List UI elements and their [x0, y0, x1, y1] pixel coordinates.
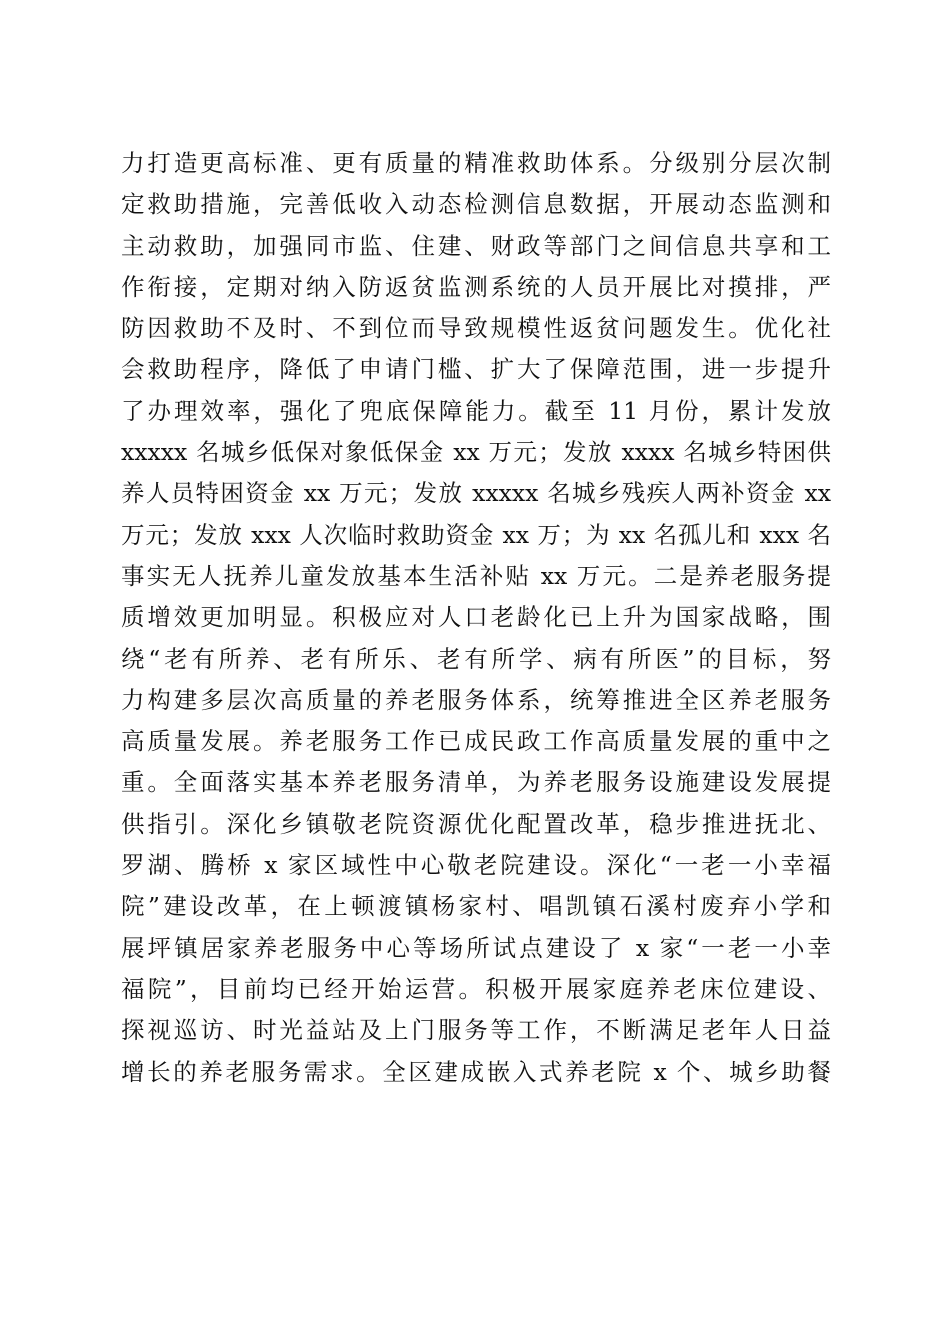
text-line: 质增效更加明显。积极应对人口老龄化已上升为国家战略，围 — [121, 603, 831, 632]
text-line: 防因救助不及时、不到位而导致规模性返贫问题发生。优化社 — [121, 314, 831, 343]
text-line: 罗湖、腾桥 x 家区域性中心敬老院建设。深化“一老一小幸福 — [121, 851, 831, 880]
text-line: 力打造更高标准、更有质量的精准救助体系。分级别分层次制 — [121, 149, 831, 177]
text-line: 供指引。深化乡镇敬老院资源优化配置改革，稳步推进抚北、 — [121, 809, 831, 838]
text-line: 会救助程序，降低了申请门槛、扩大了保障范围，进一步提升 — [121, 355, 831, 384]
text-line: 福院”，目前均已经开始运营。积极开展家庭养老床位建设、 — [121, 974, 831, 1003]
body-paragraph — [121, 143, 831, 1093]
text-line: 绕“老有所养、老有所乐、老有所学、病有所医”的目标，努 — [121, 644, 831, 673]
text-line: 展坪镇居家养老服务中心等场所试点建设了 x 家“一老一小幸 — [121, 933, 831, 962]
text-line: 万元；发放 xxx 人次临时救助资金 xx 万；为 xx 名孤儿和 xxx 名 — [121, 520, 831, 549]
text-line: 作衔接，定期对纳入防返贫监测系统的人员开展比对摸排，严 — [121, 272, 831, 301]
text-line: 重。全面落实基本养老服务清单，为养老服务设施建设发展提 — [121, 768, 831, 797]
text-line: xxxxx 名城乡低保对象低保金 xx 万元；发放 xxxx 名城乡特困供 — [121, 438, 831, 467]
text-line: 定救助措施，完善低收入动态检测信息数据，开展动态监测和 — [121, 190, 831, 219]
text-line: 探视巡访、时光益站及上门服务等工作，不断满足老年人日益 — [121, 1016, 831, 1045]
text-line: 力构建多层次高质量的养老服务体系，统筹推进全区养老服务 — [121, 685, 831, 714]
text-line: 了办理效率，强化了兜底保障能力。截至 11 月份，累计发放 — [121, 396, 831, 425]
text-line: 养人员特困资金 xx 万元；发放 xxxxx 名城乡残疾人两补资金 xx — [121, 479, 831, 508]
text-line: 增长的养老服务需求。全区建成嵌入式养老院 x 个、城乡助餐 — [121, 1057, 831, 1086]
text-line: 高质量发展。养老服务工作已成民政工作高质量发展的重中之 — [121, 727, 831, 756]
text-line: 主动救助，加强同市监、住建、财政等部门之间信息共享和工 — [121, 231, 831, 260]
text-line: 事实无人抚养儿童发放基本生活补贴 xx 万元。二是养老服务提 — [121, 561, 831, 590]
text-line: 院”建设改革，在上顿渡镇杨家村、唱凯镇石溪村废弃小学和 — [121, 892, 831, 921]
